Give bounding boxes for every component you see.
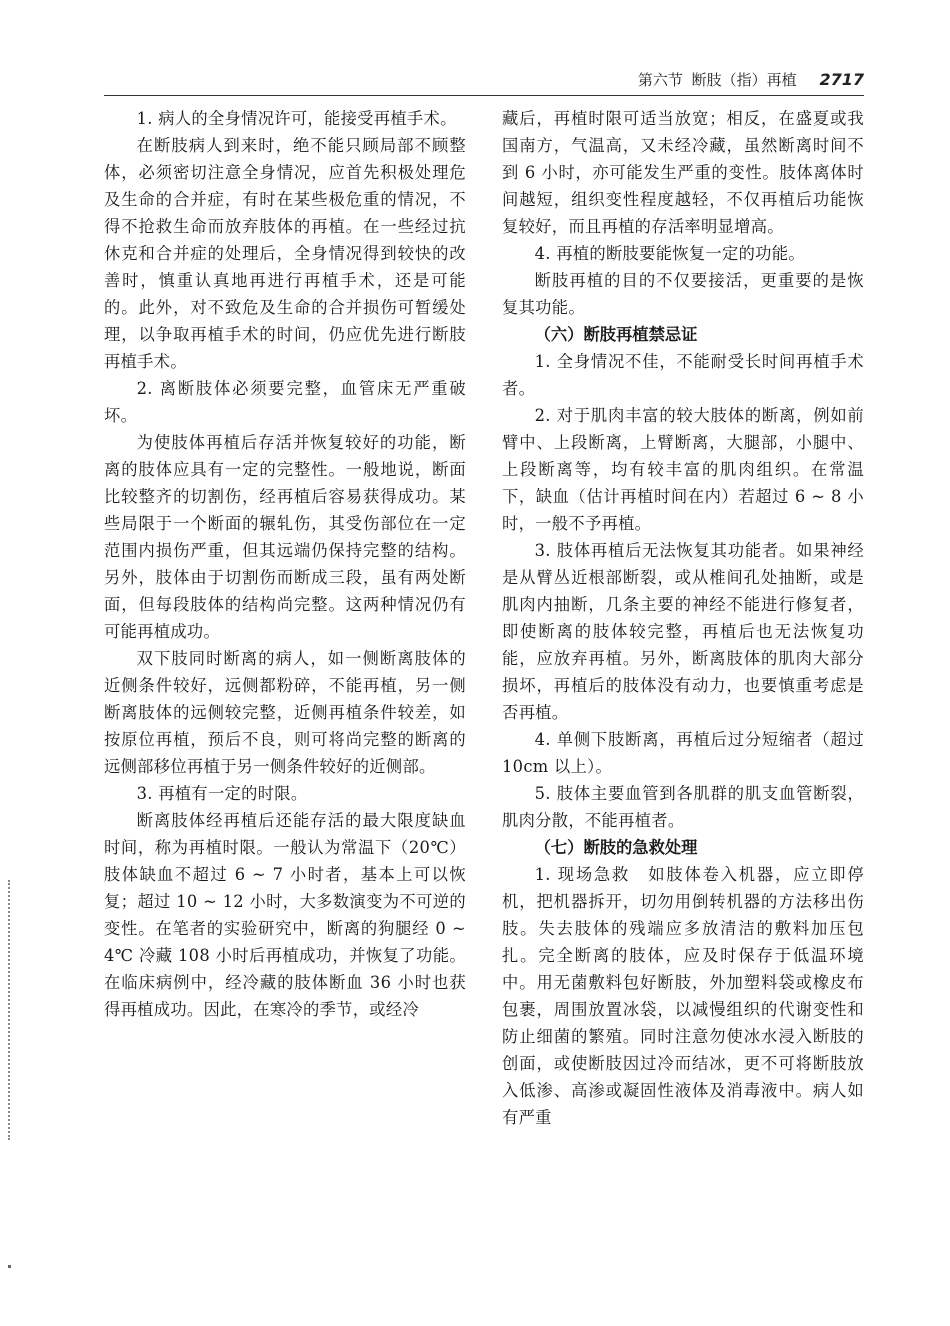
- paragraph: 在断肢病人到来时，绝不能只顾局部不顾整体，必须密切注意全身情况，应首先积极处理危及生命的合并症，有时在某些极危重的情况，不得不抢救生命而放弃肢体的再植。在一些经过抗休克和合并症的处理后，全身情况得到较快的改善时，慎重认真地再进行再植手术，还是可能的。此外，对不致危及生命的合并损伤可暂缓处理，以争取再植手术的时间，仍应优先进行断肢再植手术。: [104, 136, 466, 371]
- paragraph: 4. 单侧下肢断离，再植后过分短缩者（超过 10cm 以上）。: [502, 730, 864, 776]
- paragraph: 2. 对于肌肉丰富的较大肢体的断离，例如前臂中、上段断离，上臂断离，大腿部，小腿中、上段断离等，均有较丰富的肌肉组织。在常温下，缺血（估计再植时间在内）若超过 6 ~ 8 小时，一般不予再植。: [502, 406, 864, 533]
- left-column: [104, 105, 466, 1023]
- paragraph: 双下肢同时断离的病人，如一侧断离肢体的近侧条件较好，远侧都粉碎，不能再植，另一侧断离肢体的远侧较完整，近侧再植条件较差，如按原位再植，预后不良，则可将尚完整的断离的远侧部移位再植于另一侧条件较好的近侧部。: [104, 649, 466, 776]
- running-header: [104, 66, 864, 94]
- paragraph: 1. 全身情况不佳，不能耐受长时间再植手术者。: [502, 352, 864, 398]
- page-number: 2717: [819, 70, 864, 89]
- paragraph: 藏后，再植时限可适当放宽；相反，在盛夏或我国南方，气温高，又未经冷藏，虽然断离时间不到 6 小时，亦可能发生严重的变性。肢体离体时间越短，组织变性程度越轻，不仅再植后功能恢复较好，而且再植的存活率明显增高。: [502, 109, 864, 236]
- paragraph: 为使肢体再植后存活并恢复较好的功能，断离的肢体应具有一定的完整性。一般地说，断面比较整齐的切割伤，经再植后容易获得成功。某些局限于一个断面的辗轧伤，其受伤部位在一定范围内损伤严重，但其远端仍保持完整的结构。另外，肢体由于切割伤而断成三段，虽有两处断面，但每段肢体的结构尚完整。这两种情况仍有可能再植成功。: [104, 433, 466, 641]
- scan-artifact-dot: [8, 1265, 11, 1268]
- paragraph: 4. 再植的断肢要能恢复一定的功能。: [534, 244, 805, 263]
- section-heading: （七）断肢的急救处理: [534, 838, 698, 857]
- paragraph: 断离肢体经再植后还能存活的最大限度缺血时间，称为再植时限。一般认为常温下（20℃）肢体缺血不超过 6 ~ 7 小时者，基本上可以恢复；超过 10 ~ 12 小时，大多数演变为不可逆的变性。在笔者的实验研究中，断离的狗腿经 0 ~ 4℃ 冷藏 108 小时后再植成功，并恢复了功能。在临床病例中，经冷藏的肢体断血 36 小时也获得再植成功。因此，在寒冷的季节，或经冷: [104, 811, 466, 1019]
- paragraph: 断肢再植的目的不仅要接活，更重要的是恢复其功能。: [502, 271, 864, 317]
- paragraph: 5. 肢体主要血管到各肌群的肌支血管断裂，肌肉分散，不能再植者。: [502, 784, 864, 830]
- paragraph: 3. 肢体再植后无法恢复其功能者。如果神经是从臂丛近根部断裂，或从椎间孔处抽断，或是肌肉内抽断，几条主要的神经不能进行修复者，即使断离的肢体较完整，再植后也无法恢复功能，应放弃再植。另外，断离肢体的肌肉大部分损坏，再植后的肢体没有动力，也要慎重考虑是否再植。: [502, 541, 864, 722]
- paragraph: 1. 现场急救 如肢体卷入机器，应立即停机，把机器拆开，切勿用倒转机器的方法移出伤肢。失去肢体的残端应多放清洁的敷料加压包扎。完全断离的肢体，应及时保存于低温环境中。用无菌敷料包好断肢，外加塑料袋或橡皮布包裹，周围放置冰袋，以减慢组织的代谢变性和防止细菌的繁殖。同时注意勿使冰水浸入断肢的创面，或使断肢因过冷而结冰，更不可将断肢放入低渗、高渗或凝固性液体及消毒液中。病人如有严重: [502, 865, 864, 1127]
- section-heading: （六）断肢再植禁忌证: [534, 325, 698, 344]
- header-rule: [104, 95, 864, 96]
- paragraph: 1. 病人的全身情况许可，能接受再植手术。: [136, 109, 457, 128]
- paragraph: 2. 离断肢体必须要完整，血管床无严重破坏。: [104, 379, 466, 425]
- header-section: 第六节: [637, 71, 683, 89]
- right-column: [502, 105, 864, 1131]
- scan-artifact: [8, 880, 12, 1140]
- paragraph: 3. 再植有一定的时限。: [136, 784, 308, 803]
- header-title: 断肢（指）再植: [691, 71, 797, 89]
